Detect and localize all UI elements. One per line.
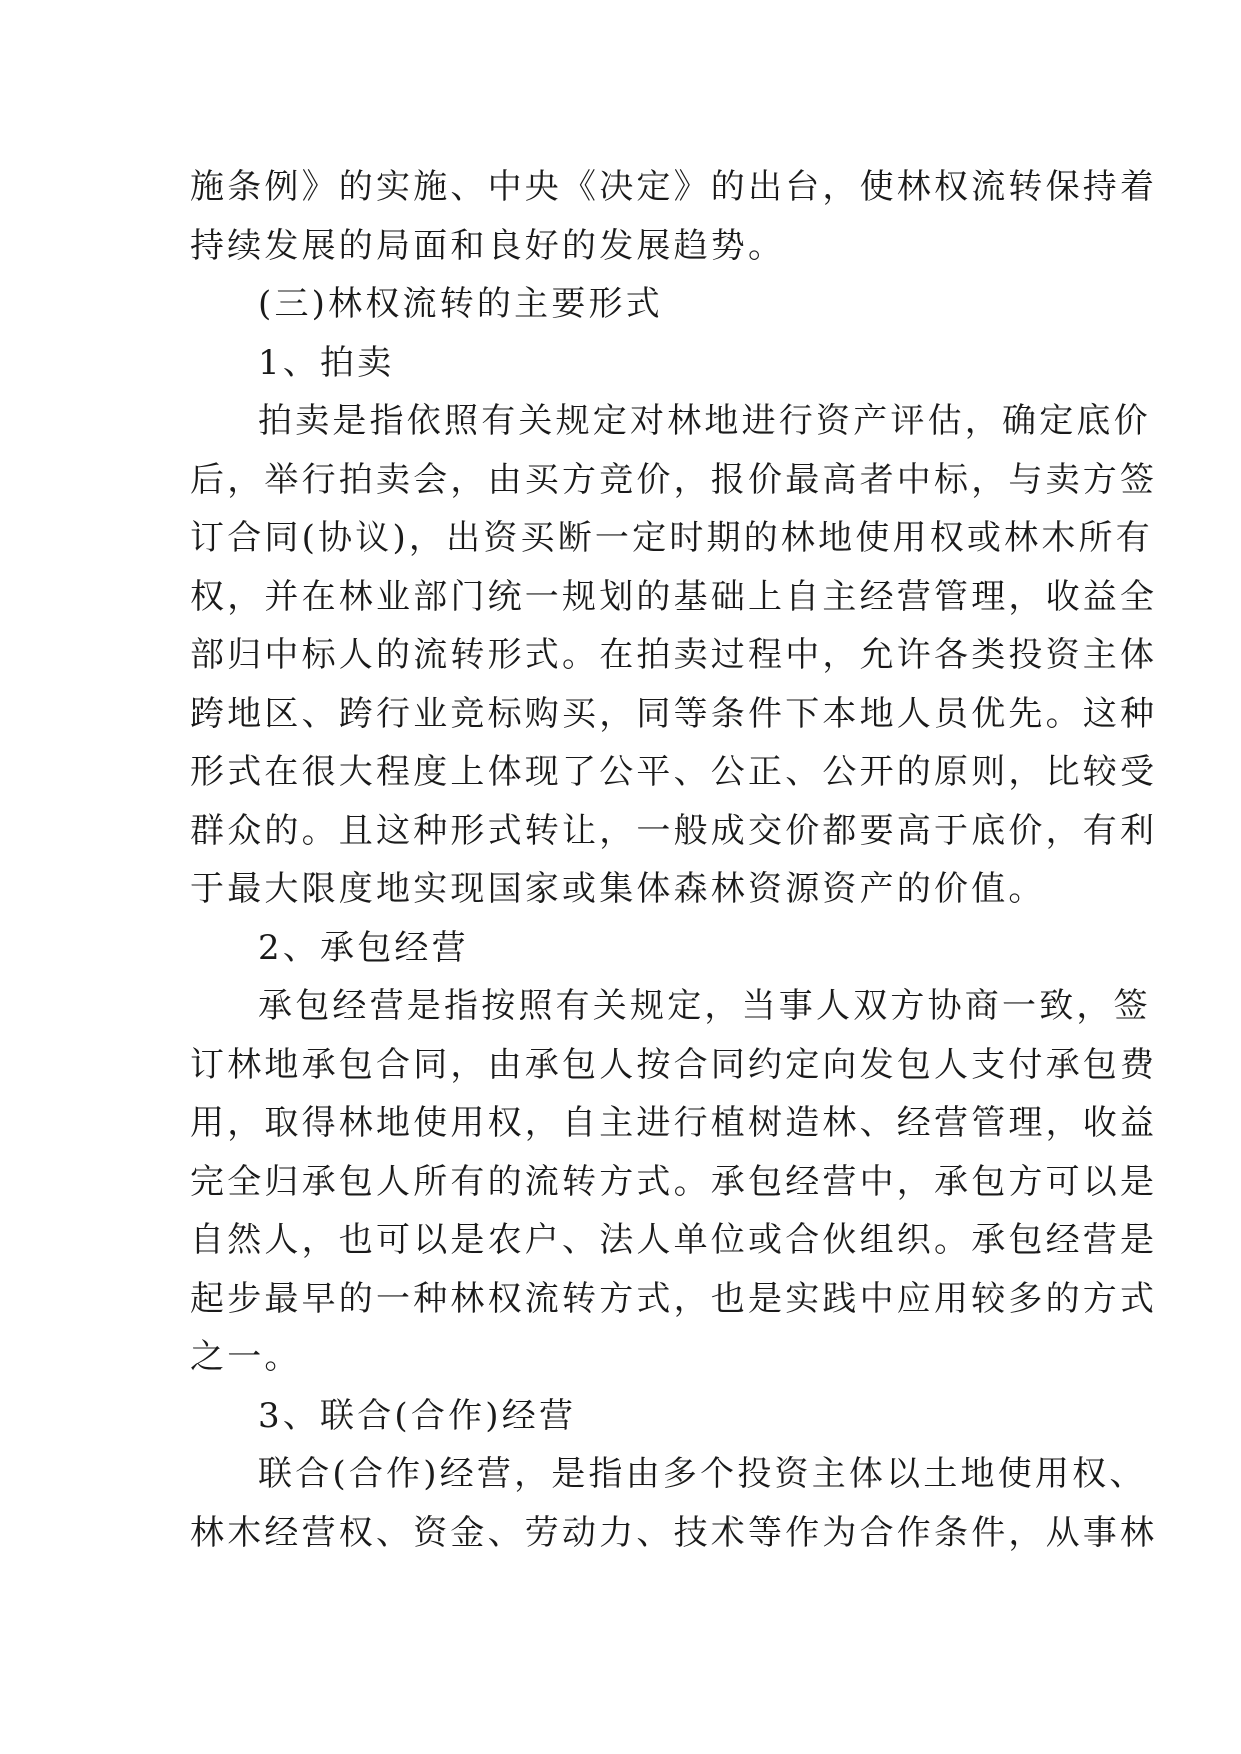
text-line: 订合同(协议)，出资买断一定时期的林地使用权或林木所有 xyxy=(190,518,1153,558)
paragraph-start: 承包经营是指按照有关规定，当事人双方协商一致，签 xyxy=(258,986,1151,1026)
paragraph-start: 拍卖是指依照有关规定对林地进行资产评估，确定底价 xyxy=(258,401,1151,441)
text-line: 持续发展的局面和良好的发展趋势。 xyxy=(190,225,786,266)
text-line: 于最大限度地实现国家或集体森林资源资产的价值。 xyxy=(190,869,1046,909)
text-line: 施条例》的实施、中央《决定》的出台，使林权流转保持着 xyxy=(190,167,1158,207)
text-line: 起步最早的一种林权流转方式，也是实践中应用较多的方式 xyxy=(190,1278,1158,1319)
subheading-joint-operation: 3、联合(合作)经营 xyxy=(258,1395,577,1436)
text-line: 完全归承包人所有的流转方式。承包经营中，承包方可以是 xyxy=(190,1161,1158,1202)
paragraph-start: 联合(合作)经营，是指由多个投资主体以土地使用权、 xyxy=(258,1454,1147,1494)
text-line: 跨地区、跨行业竞标购买，同等条件下本地人员优先。这种 xyxy=(190,693,1158,734)
text-line: 形式在很大程度上体现了公平、公正、公开的原则，比较受 xyxy=(190,752,1158,792)
text-line: 权，并在林业部门统一规划的基础上自主经营管理，收益全 xyxy=(190,576,1158,617)
subheading-contract: 2、承包经营 xyxy=(258,927,469,968)
text-line: 部归中标人的流转形式。在拍卖过程中，允许各类投资主体 xyxy=(190,635,1158,675)
text-line: 后，举行拍卖会，由买方竞价，报价最高者中标，与卖方签 xyxy=(190,459,1158,500)
text-line: 用，取得林地使用权，自主进行植树造林、经营管理，收益 xyxy=(190,1103,1158,1143)
body-text xyxy=(190,158,1158,1562)
subheading-auction: 1、拍卖 xyxy=(258,342,395,383)
text-line: 自然人，也可以是农户、法人单位或合伙组织。承包经营是 xyxy=(190,1220,1158,1260)
text-line: 群众的。且这种形式转让，一般成交价都要高于底价，有利 xyxy=(190,810,1158,851)
text-line: 林木经营权、资金、劳动力、技术等作为合作条件，从事林 xyxy=(190,1512,1158,1553)
text-line: 之一。 xyxy=(190,1337,302,1377)
text-line: 订林地承包合同，由承包人按合同约定向发包人支付承包费 xyxy=(190,1044,1158,1085)
section-heading: (三)林权流转的主要形式 xyxy=(258,284,663,324)
